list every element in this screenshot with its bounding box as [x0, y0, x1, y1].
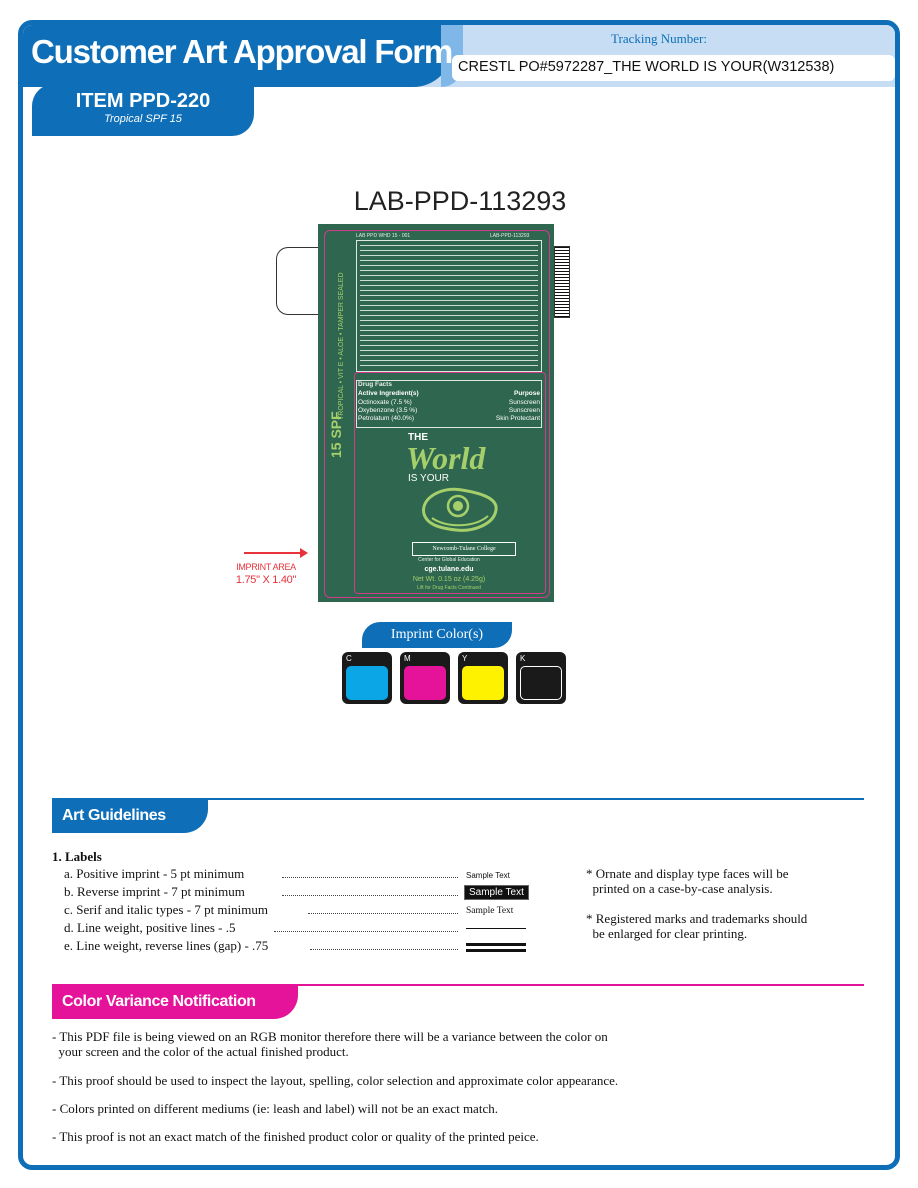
label-spf-text: 15 SPF [328, 411, 344, 458]
swatch-fill [462, 666, 504, 700]
leader-dots [282, 894, 458, 896]
sample-reverse-line-bottom [466, 949, 526, 952]
drug-facts-title: Drug Facts [358, 381, 392, 388]
imprint-area-dimensions: 1.75" X 1.40" [235, 574, 297, 586]
imprint-area-callout [226, 561, 306, 587]
sample-reverse-line-top [466, 943, 526, 946]
leader-dots [310, 948, 458, 950]
swatch-black [516, 652, 566, 704]
tracking-number-label: Tracking Number: [611, 31, 707, 46]
sample-positive-line [466, 928, 526, 929]
leader-dots [308, 912, 458, 914]
guideline-row: e. Line weight, reverse lines (gap) - .75 [64, 938, 269, 953]
college-website: cge.tulane.edu [424, 566, 474, 573]
guideline-row: c. Serif and italic types - 7 pt minimum [64, 902, 268, 917]
lab-number: LAB-PPD-113293 [353, 186, 567, 216]
drug-ingredient: Petrolatum (40.0%) [358, 415, 414, 422]
variance-item: - This proof is not an exact match of the finished product color or quality of the printed peice. [52, 1129, 539, 1144]
swatch-letter: C [346, 654, 352, 663]
barcode-icon [554, 246, 570, 318]
header-bar [23, 25, 895, 87]
logo-the-text: THE [408, 432, 428, 443]
drug-row [358, 407, 540, 414]
swatch-letter: K [520, 654, 526, 663]
swatch-letter: M [404, 654, 411, 663]
drug-ingredient: Octinoxate (7.5 %) [358, 399, 412, 406]
label-tab-outline [276, 247, 323, 315]
imprint-colors-title: Imprint Color(s) [362, 622, 512, 648]
label-top-right-text: LAB-PPD-113293 [490, 233, 530, 239]
guideline-note: * Registered marks and trademarks should be enlarged for clear printing. [586, 911, 808, 941]
active-ingredients-label: Active Ingredient(s) [358, 390, 419, 397]
drug-purpose: Sunscreen [508, 399, 540, 406]
swatch-fill [520, 666, 562, 700]
variance-item: - Colors printed on different mediums (ie: leash and label) will not be an exact match. [52, 1101, 498, 1116]
drug-purpose: Sunscreen [508, 407, 540, 414]
label-top-left-text: LAB PPD WHD 15 - 001 [356, 233, 411, 239]
drug-facts-continued-note: Lift for Drug Facts Continued [417, 585, 481, 591]
purpose-label: Purpose [513, 390, 540, 397]
swatch-cyan [342, 652, 392, 704]
college-center: Center for Global Education [418, 557, 480, 563]
variance-item: - This PDF file is being viewed on an RGB monitor therefore there will be a variance between the color on your screen and the color of the actual finished product. [52, 1029, 608, 1059]
guideline-note: * Ornate and display type faces will be printed on a case-by-case analysis. [586, 866, 789, 896]
drug-purpose: Skin Protectant [495, 415, 540, 422]
imprint-area-label: IMPRINT AREA [236, 562, 296, 572]
item-name: Tropical SPF 15 [104, 113, 182, 125]
tracking-number-field: CRESTL PO#5972287_THE WORLD IS YOUR(W312538) [452, 55, 895, 81]
guideline-row: b. Reverse imprint - 7 pt minimum [64, 884, 245, 899]
drug-ingredient: Oxybenzone (3.5 %) [358, 407, 418, 414]
swatch-magenta [400, 652, 450, 704]
logo-world-text: World [406, 440, 486, 476]
item-tab [32, 84, 254, 136]
swatch-letter: Y [462, 654, 468, 663]
swatch-fill [346, 666, 388, 700]
swatch-fill [404, 666, 446, 700]
logo-is-your-text: IS YOUR [408, 473, 449, 484]
swatch-yellow [458, 652, 508, 704]
sample-serif-text: Sample Text [466, 906, 514, 916]
variance-item: - This proof should be used to inspect the layout, spelling, color selection and approximate color appearance. [52, 1073, 619, 1088]
leader-dots [282, 876, 458, 878]
page-title: Customer Art Approval Form [31, 33, 453, 70]
color-variance-title: Color Variance Notification [52, 985, 298, 1019]
sample-reverse-text: Sample Text [464, 885, 529, 900]
item-code: ITEM PPD-220 [75, 90, 211, 112]
drug-facts-continued-text [360, 245, 538, 367]
art-guidelines-title: Art Guidelines [52, 799, 208, 833]
drug-facts-continued-block [356, 240, 542, 372]
drug-facts-header-row [358, 390, 540, 397]
net-weight: Net Wt. 0.15 oz (4.25g) [412, 576, 486, 583]
title-band [23, 25, 453, 87]
college-name: Newcomb-Tulane College [412, 542, 516, 556]
drug-row [358, 399, 540, 406]
imprint-arrow-icon [244, 552, 302, 554]
sample-positive-text: Sample Text [466, 871, 510, 880]
guideline-row: d. Line weight, positive lines - .5 [64, 920, 236, 935]
oyster-pearl-icon [418, 484, 502, 536]
guidelines-heading: 1. Labels [52, 849, 102, 864]
leader-dots [274, 930, 458, 932]
label-side-subtext: TROPICAL • VIT E • ALOE • TAMPER SEALED [338, 272, 345, 420]
guideline-row: a. Positive imprint - 5 pt minimum [64, 866, 245, 881]
drug-row [358, 415, 540, 422]
